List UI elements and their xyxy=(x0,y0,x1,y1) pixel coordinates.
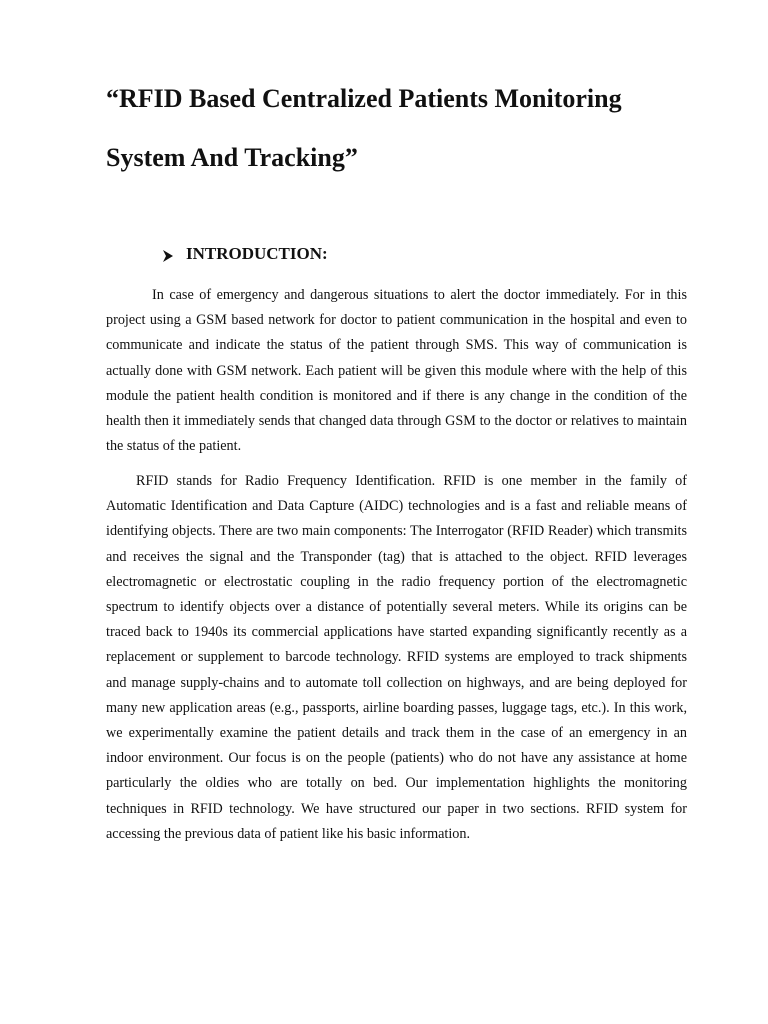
introduction-paragraph-1: In case of emergency and dangerous situations to alert the doctor immediately. For in this project using a GSM based network for doctor to patient communication in the hospital and even to communicate and indicate the status of the patient through SMS. This way of communication is actually done with GSM network. Each patient will be given this module where with the help of this module the patient health condition is monitored and if there is any change in the condition of the health then it immediately sends that changed data through GSM to the doctor or relatives to maintain the status of the patient. xyxy=(106,287,687,455)
document-title-line-1: “RFID Based Centralized Patients Monitoring xyxy=(106,84,622,113)
section-heading xyxy=(162,243,328,265)
document-title-line-2: System And Tracking” xyxy=(106,143,358,172)
introduction-paragraph-2: RFID stands for Radio Frequency Identification. RFID is one member in the family of Automatic Identification and Data Capture (AIDC) technologies and is a fast and reliable means of identifying objects. There are two main components: The Interrogator (RFID Reader) which transmits and receives the signal and the Transponder (tag) that is attached to the object. RFID leverages electromagnetic or electrostatic coupling in the radio frequency portion of the electromagnetic spectrum to identify objects over a distance of potentially several meters. While its origins can be traced back to 1940s its commercial applications have started expanding significantly recently as a replacement or supplement to barcode technology. RFID systems are employed to track shipments and manage supply-chains and to automate toll collection on highways, and are being deployed for many new application areas (e.g., passports, airline boarding passes, luggage tags, etc.). In this work, we experimentally examine the patient details and track them in the case of an emergency in an indoor environment. Our focus is on the people (patients) who do not have any assistance at home particularly the oldies who are totally on bed. Our implementation highlights the monitoring techniques in RFID technology. We have structured our paper in two sections. RFID system for accessing the previous data of patient like his basic information. xyxy=(106,473,687,842)
arrow-bullet-icon xyxy=(162,247,174,261)
section-heading-text: INTRODUCTION: xyxy=(186,244,328,263)
